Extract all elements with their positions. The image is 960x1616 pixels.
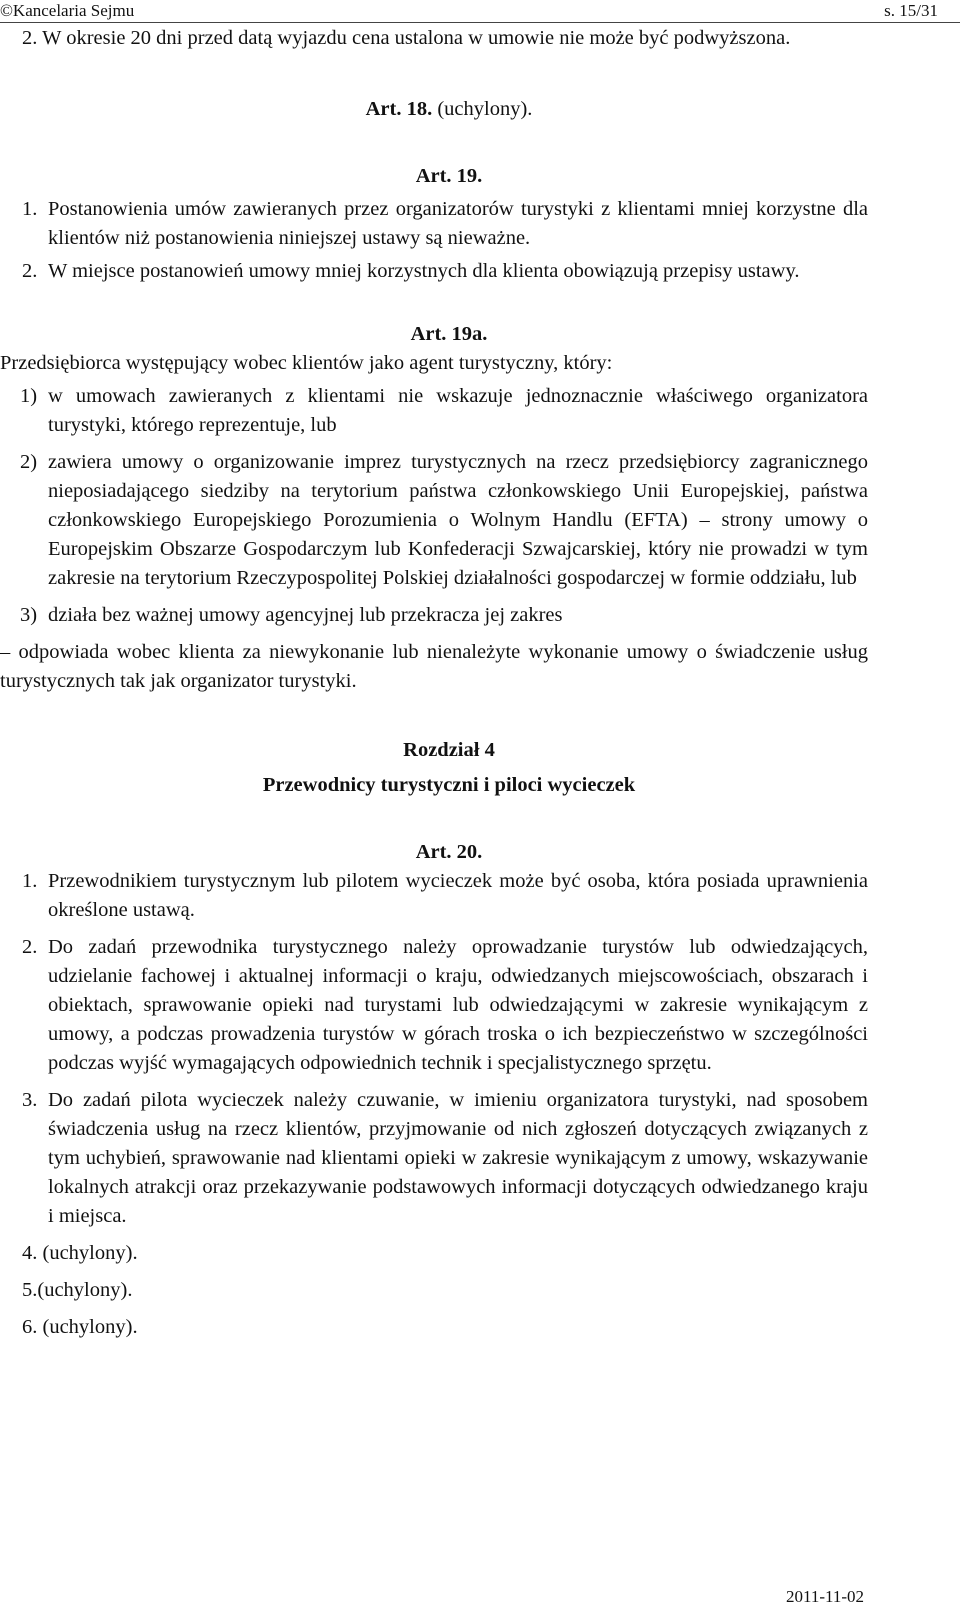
paragraph-text: Do zadań przewodnika turystycznego należy oprowadzanie turystów lub odwiedzających, udzielanie fachowej i aktualnej informacji o kraju, odwiedzanych miejscowościach, obszarach i obiektach, sprawowanie opieki nad turystami lub odwiedzającymi w zakresie wynikającym z umowy, a podczas prowadzenia turystów w górach troska o ich bezpieczeństwo w szczególności podczas wyjść wymagających odpowiednich technik i specjalistycznego sprzętu. bbox=[48, 936, 868, 1074]
paragraph-number: 3. bbox=[22, 1089, 38, 1111]
point-number: 1) bbox=[20, 385, 38, 407]
article-title: Art. 18. bbox=[365, 98, 433, 120]
article-20-title: Art. 20. bbox=[415, 841, 483, 863]
point-text: działa bez ważnej umowy agencyjnej lub przekracza jej zakres bbox=[48, 604, 563, 626]
article-19a-point-1 bbox=[0, 382, 868, 440]
article-20-par-1 bbox=[0, 867, 868, 925]
article-19a-title: Art. 19a. bbox=[410, 323, 488, 345]
article-20-par-2 bbox=[0, 933, 868, 1078]
point-number: 3) bbox=[20, 604, 38, 626]
article-19-par-1 bbox=[0, 195, 868, 253]
point-text: zawiera umowy o organizowanie imprez turystycznych na rzecz przedsiębiorcy zagranicznego nieposiadającego siedziby na terytorium państwa członkowskiego Unii Europejskiej, państwa członkowskiego Europejskiego Porozumienia o Wolnym Handlu (EFTA) – strony umowy o Europejskim Obszarze Gospodarczym lub Konfederacji Szwajcarskiej, który nie prowadzi w tym zakresie na terytorium Rzeczypospolitej Polskiej działalności gospodarczej w formie oddziału, lub bbox=[48, 451, 868, 589]
paragraph-text: Przewodnikiem turystycznym lub pilotem wycieczek może być osoba, która posiada uprawnienia określone ustawą. bbox=[48, 870, 868, 921]
article-19a-intro: Przedsiębiorca występujący wobec klientów jako agent turystyczny, który: bbox=[0, 352, 613, 374]
article-19-par-2 bbox=[0, 257, 868, 286]
footer-date: 2011-11-02 bbox=[786, 1587, 865, 1606]
point-text: w umowach zawieranych z klientami nie wskazuje jednoznacznie właściwego organizatora turystyki, którego reprezentuje, lub bbox=[48, 385, 868, 436]
paragraph-number: 1. bbox=[22, 198, 38, 220]
chapter-title: Przewodnicy turystyczni i piloci wycieczek bbox=[262, 774, 636, 796]
point-number: 2) bbox=[20, 451, 38, 473]
paragraph-text: Postanowienia umów zawieranych przez organizatorów turystyki z klientami mniej korzystne dla klientów niż postanowienia niniejszej ustawy są nieważne. bbox=[48, 198, 868, 249]
chapter-number: Rozdział 4 bbox=[403, 739, 495, 761]
paragraph-number: 2. bbox=[22, 936, 38, 958]
article-20-par-4: 4. (uchylony). bbox=[22, 1242, 138, 1264]
article-19-title: Art. 19. bbox=[415, 165, 483, 187]
article-19a-point-3 bbox=[0, 601, 868, 630]
header-page-number: s. 15/31 bbox=[884, 1, 938, 20]
article-19a-outro: – odpowiada wobec klienta za niewykonanie lub nienależyte wykonanie umowy o świadczenie usług turystycznych tak jak organizator turystyki. bbox=[0, 641, 868, 692]
paragraph-number: 1. bbox=[22, 870, 38, 892]
article-text: (uchylony). bbox=[437, 98, 533, 120]
paragraph-text: Do zadań pilota wycieczek należy czuwanie, w imieniu organizatora turystyki, nad sposobem świadczenia usług na rzecz klientów, przyjmowanie od nich zgłoszeń dotyczących związanych z tym uchybień, sprawowanie nad klientami opieki w zakresie wynikającym z umowy, wskazywanie lokalnych atrakcji oraz przekazywanie podstawowych informacji dotyczących odwiedzanego kraju i miejsca. bbox=[48, 1089, 868, 1227]
paragraph-number: 2. bbox=[22, 260, 38, 282]
article-20-par-5: 5.(uchylony). bbox=[22, 1279, 133, 1301]
document-body bbox=[0, 24, 868, 1342]
page-header bbox=[0, 0, 960, 23]
paragraph-text: W miejsce postanowień umowy mniej korzystnych dla klienta obowiązują przepisy ustawy. bbox=[48, 260, 800, 282]
article-19a-point-2 bbox=[0, 448, 868, 593]
header-source: ©Kancelaria Sejmu bbox=[0, 1, 135, 20]
article-18 bbox=[0, 95, 868, 124]
paragraph: 2. W okresie 20 dni przed datą wyjazdu cena ustalona w umowie nie może być podwyższona. bbox=[22, 27, 791, 49]
article-20-par-6: 6. (uchylony). bbox=[22, 1316, 138, 1338]
article-20-par-3 bbox=[0, 1086, 868, 1231]
